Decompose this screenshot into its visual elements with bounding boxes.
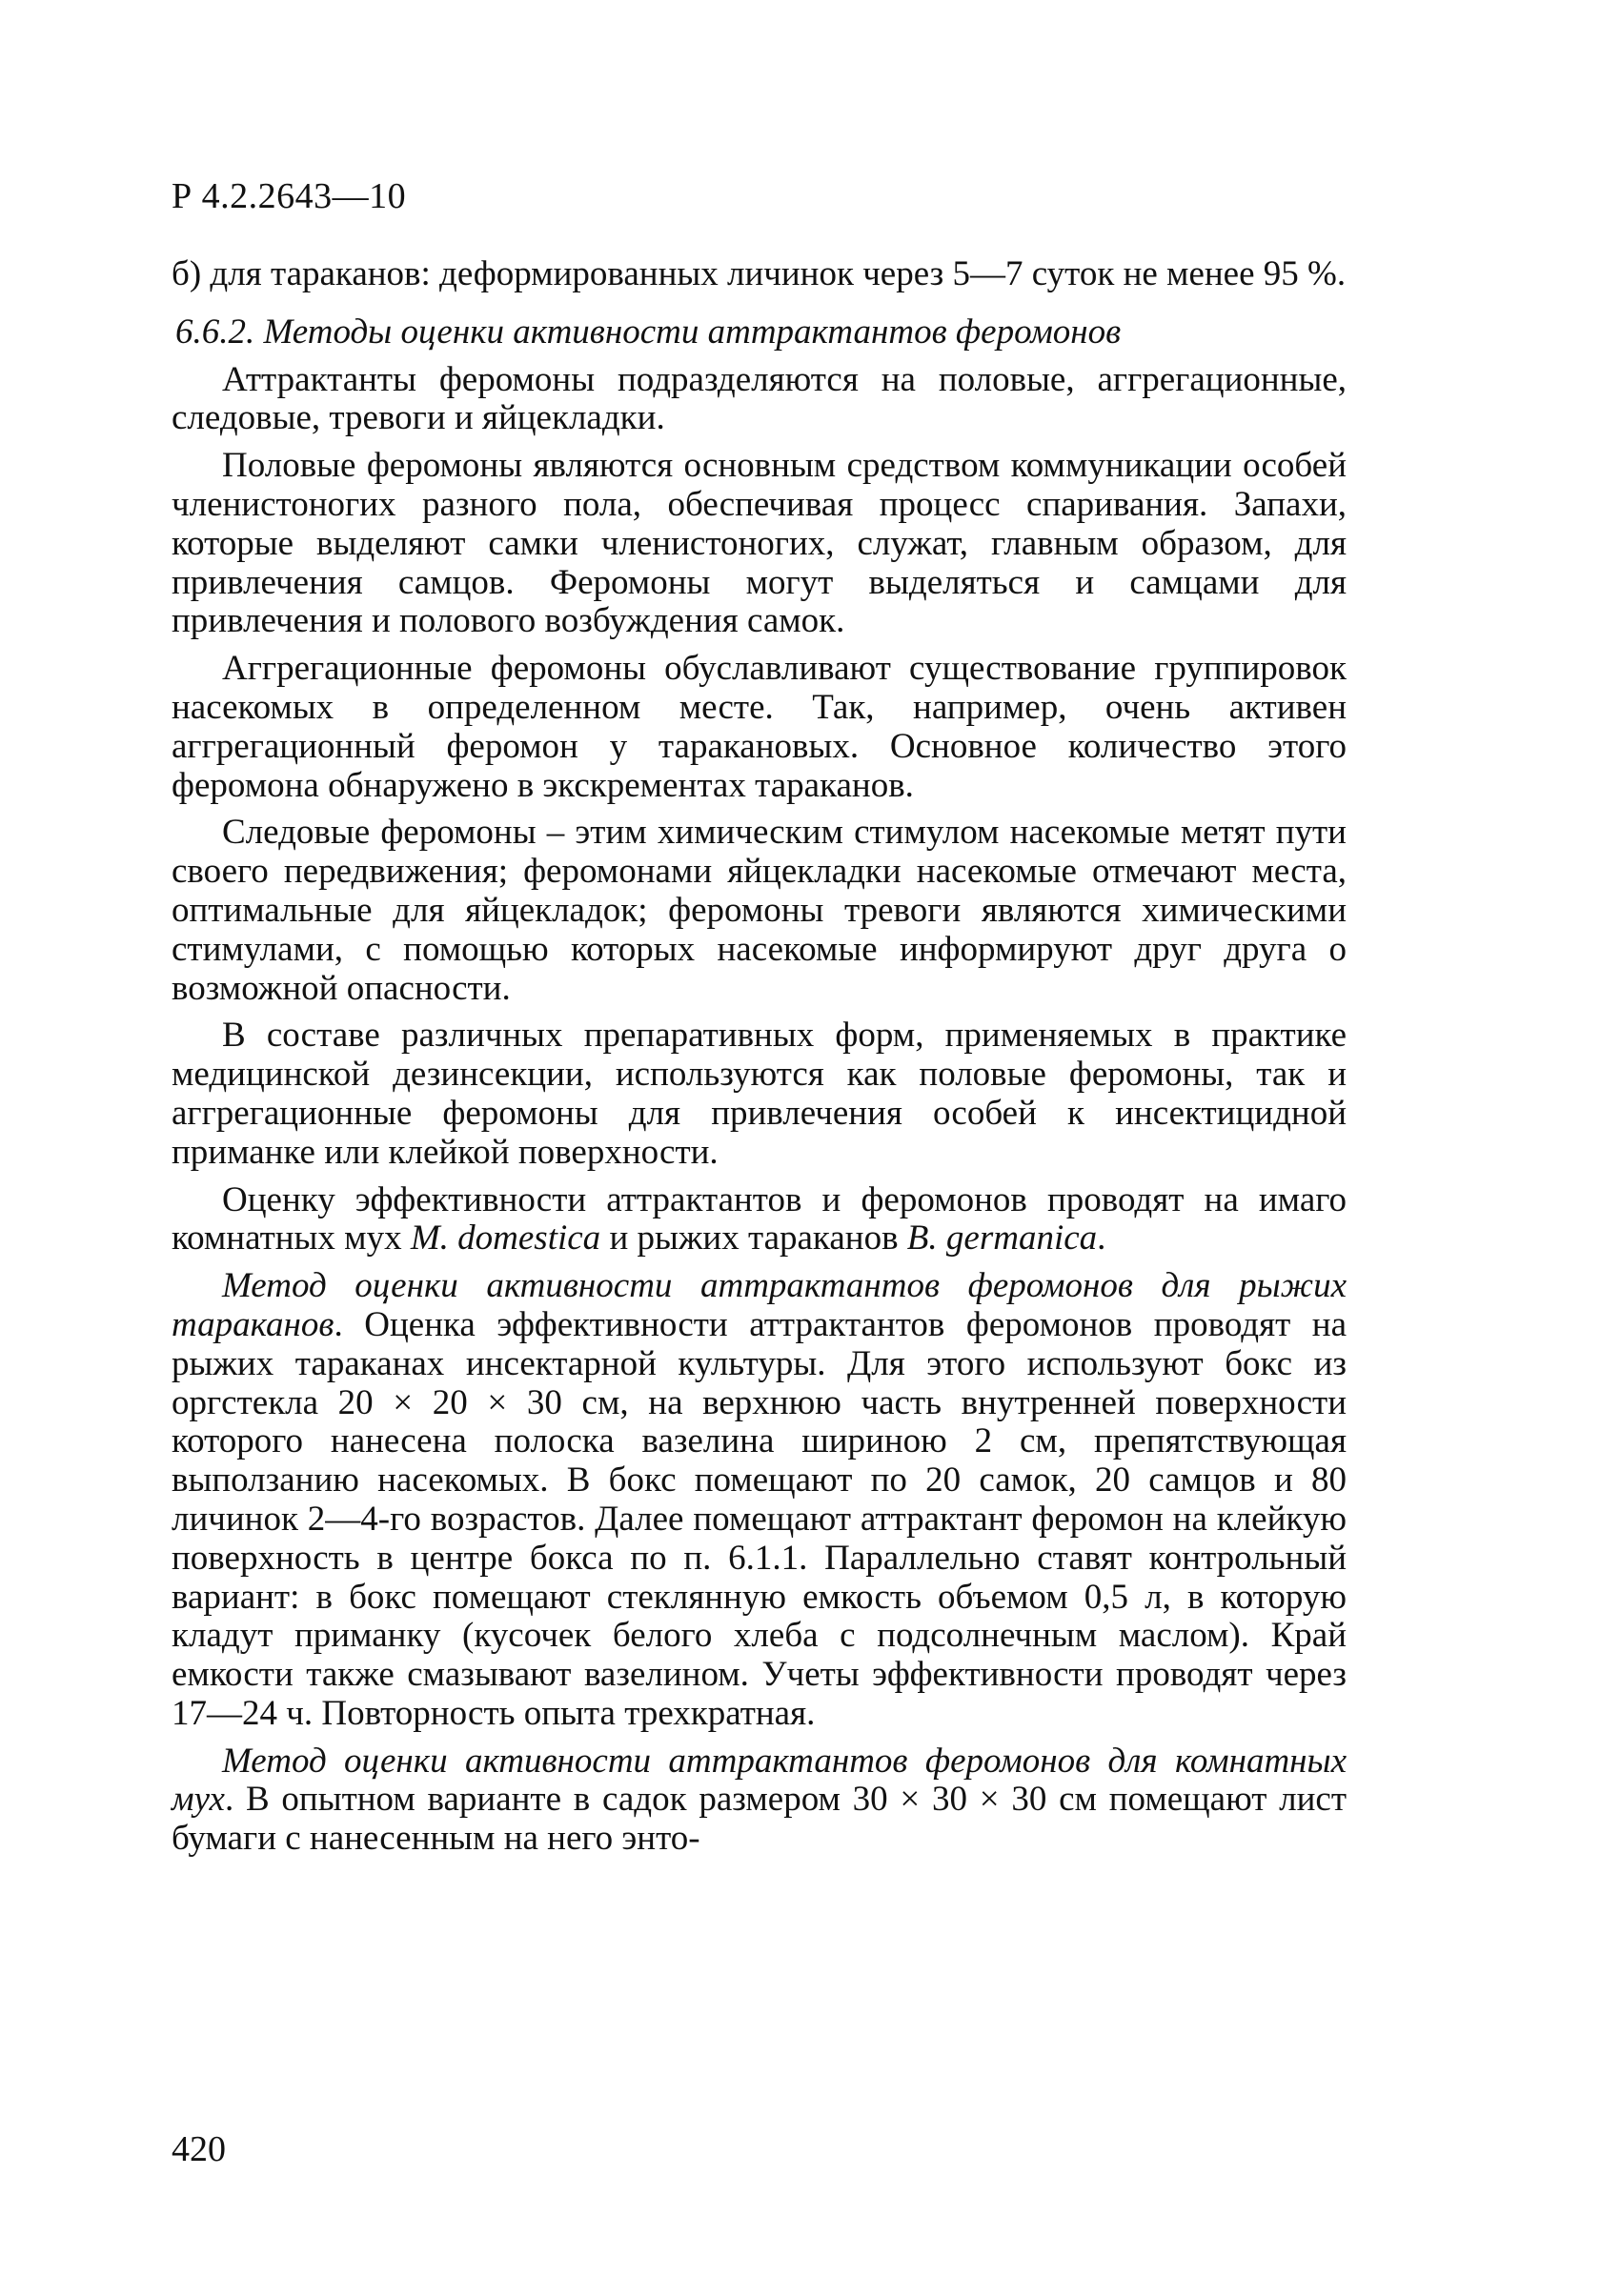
method-flies-text: . В опытном варианте в садок размером 30 × 30 × 30 см помещают лист бумаги с нанесенным на него энто-: [172, 1780, 1347, 1859]
paragraph-method-cockroaches: [172, 1267, 1347, 1734]
section-title: 6.6.2. Методы оценки активности аттрактантов феромонов: [175, 312, 1122, 352]
species-blattella-germanica: B. germanica: [906, 1218, 1098, 1259]
paragraph-method-flies: [172, 1742, 1347, 1859]
document-body: [172, 255, 1347, 1859]
paragraph-aggregation-pheromones: Аггрегационные феромоны обуславливают существование группировок насекомых в определенном месте. Так, например, очень активен аггрегационный феромон у таракановых. Основное количество этого феромона обнаружено в экскрементах тараканов.: [172, 649, 1347, 805]
method-flies-title: Метод оценки активности аттрактантов феромонов для комнатных мух: [172, 1741, 1347, 1820]
species-musca-domestica: M. domestica: [410, 1218, 601, 1259]
paragraph-efficacy-evaluation: [172, 1181, 1347, 1259]
page-number: 420: [172, 2129, 226, 2169]
p6-text-a: Оценку эффективности аттрактантов и феромонов проводят на имаго комнатных мух: [172, 1179, 1347, 1259]
p6-text-b: и рыжих тараканов: [600, 1218, 907, 1259]
method-cockroaches-text: . Оценка эффективности аттрактантов феромонов проводят на рыжих тараканах инсектарной культуры. Для этого используют бокс из оргстекла 20 × 20 × 30 см, на верхнюю часть внутренней поверхности которого нанесена полоска вазелина шириною 2 см, препятствующая выползанию насекомых. В бокс помещают по 20 самок, 20 самцов и 80 личинок 2—4-го возрастов. Далее помещают аттрактант феромон на клейкую поверхность в центре бокса по п. 6.1.1. Параллельно ставят контрольный вариант: в бокс помещают стеклянную емкость объемом 0,5 л, в которую кладут приманку (кусочек белого хлеба с подсолнечным маслом). Край емкости также смазывают вазелином. Учеты эффективности проводят через 17—24 ч. Повторность опыта трехкратная.: [172, 1304, 1347, 1733]
paragraph-b-cockroaches: б) для тараканов: деформированных личинок через 5—7 суток не менее 95 %.: [172, 254, 1347, 293]
document-header: Р 4.2.2643—10: [172, 176, 407, 216]
paragraph-sex-pheromones: Половые феромоны являются основным средством коммуникации особей членистоногих разного пола, обеспечивая процесс спаривания. Запахи, которые выделяют самки членистоногих, служат, главным образом, для привлечения самцов. Феромоны могут выделяться и самцами для привлечения и полового возбуждения самок.: [172, 446, 1347, 641]
paragraph-attractant-types: Аттрактанты феромоны подразделяются на половые, аггрегационные, следовые, тревоги и яйцекладки.: [172, 359, 1347, 438]
paragraph-trail-pheromones: Следовые феромоны – этим химическим стимулом насекомые метят пути своего передвижения; феромонами яйцекладки насекомые отмечают места, оптимальные для яйцекладок; феромоны тревоги являются химическими стимулами, с помощью которых насекомые информируют друг друга о возможной опасности.: [172, 813, 1347, 1008]
paragraph-preparative-forms: В составе различных препаративных форм, применяемых в практике медицинской дезинсекции, используются как половые феромоны, так и аггрегационные феромоны для привлечения особей к инсектицидной приманке или клейкой поверхности.: [172, 1016, 1347, 1172]
p6-text-c: .: [1097, 1218, 1106, 1259]
method-cockroaches-title: Метод оценки активности аттрактантов феромонов для рыжих тараканов: [172, 1266, 1347, 1344]
